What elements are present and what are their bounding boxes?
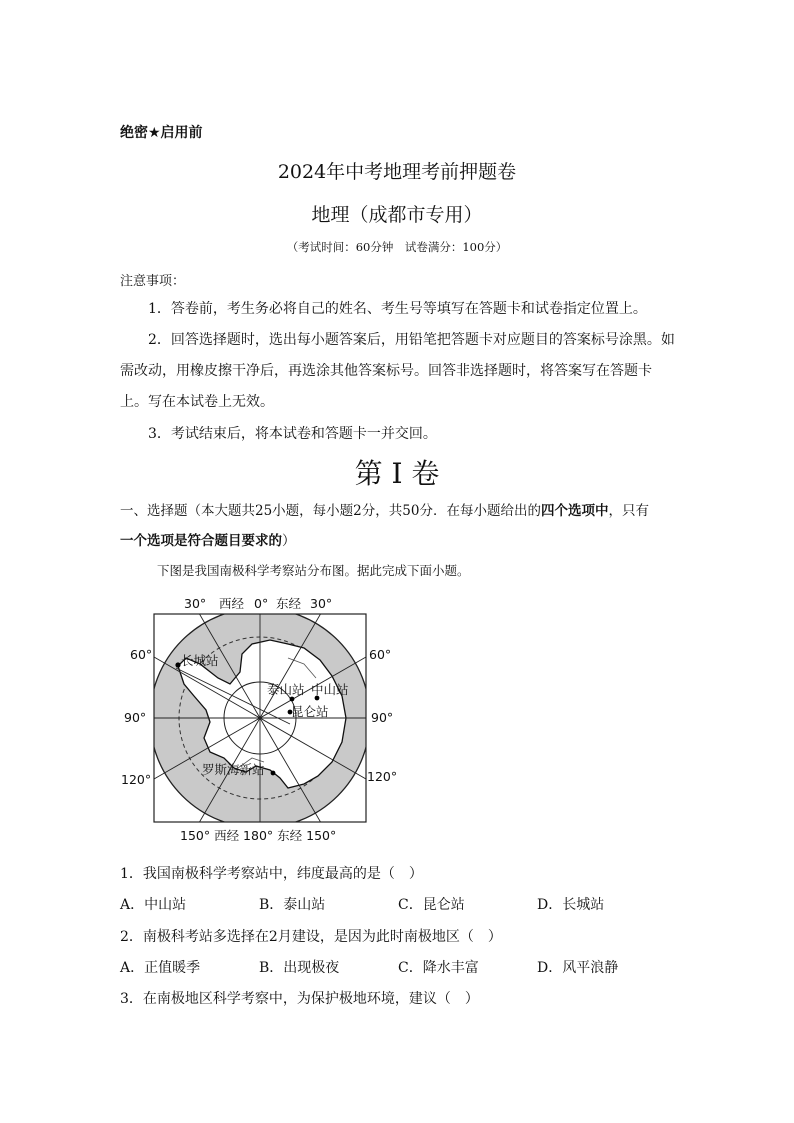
figure-intro: 下图是我国南极科学考察站分布图。据此完成下面小题。 bbox=[157, 563, 470, 578]
station-kunlun: 昆仑站 bbox=[291, 704, 329, 719]
antarctic-station-map bbox=[118, 592, 418, 848]
station-dot-taishan bbox=[290, 697, 295, 702]
q1-option-c: C．昆仑站 bbox=[398, 897, 465, 913]
confidential-label: 绝密★启用前 bbox=[120, 125, 203, 141]
label-left-90: 90° bbox=[124, 710, 147, 725]
notice-item-3: 3．考试结束后，将本试卷和答题卡一并交回。 bbox=[148, 426, 437, 442]
section-desc-c: ，只有 bbox=[608, 503, 649, 519]
label-top-30e: 30° bbox=[310, 596, 333, 611]
label-top-east: 东经 bbox=[276, 596, 302, 611]
q2-option-d: D．风平浪静 bbox=[537, 960, 619, 976]
q1-option-a: A．中山站 bbox=[120, 897, 187, 913]
label-left-60: 60° bbox=[130, 647, 153, 662]
notice-heading: 注意事项： bbox=[120, 274, 186, 289]
station-taishan: 泰山站 bbox=[267, 682, 305, 697]
label-right-120: 120° bbox=[367, 769, 398, 784]
section-number: 一、选择题 bbox=[120, 503, 188, 519]
exam-title: 2024年中考地理考前押题卷 bbox=[277, 161, 517, 183]
q2-option-a: A．正值暖季 bbox=[120, 960, 201, 976]
notice-item-2: 2．回答选择题时，选出每小题答案后，用铅笔把答题卡对应题目的答案标号涂黑。如需改动，用橡皮擦干净后，再选涂其他答案标号。回答非选择题时，将答案写在答题卡上。写在本试卷上无效。 bbox=[120, 332, 675, 410]
label-right-90: 90° bbox=[371, 710, 394, 725]
question-3: 3．在南极地区科学考察中，为保护极地环境，建议（ ） bbox=[120, 991, 479, 1007]
q2-option-c: C．降水丰富 bbox=[398, 960, 479, 976]
section-desc-e: ） bbox=[282, 533, 296, 549]
station-dot-changcheng bbox=[175, 662, 180, 667]
label-top-west: 西经 bbox=[219, 596, 245, 611]
section-desc-d: 一个选项是符合题目要求的 bbox=[120, 533, 282, 549]
q2-option-b: B．出现极夜 bbox=[259, 960, 340, 976]
exam-info: （考试时间：60分钟 试卷满分：100分） bbox=[286, 240, 508, 254]
section-desc-a: （本大题共25小题，每小题2分，共50分．在每小题给出的 bbox=[187, 503, 541, 519]
question-1: 1．我国南极科学考察站中，纬度最高的是（ ） bbox=[120, 866, 423, 882]
station-changcheng: 长城站 bbox=[181, 653, 219, 668]
notice-item-1: 1．答卷前，考生务必将自己的姓名、考生号等填写在答题卡和试卷指定位置上。 bbox=[148, 301, 647, 317]
volume-heading: 第 I 卷 bbox=[354, 457, 440, 490]
label-right-60: 60° bbox=[369, 647, 392, 662]
section-desc-b: 四个选项中 bbox=[540, 503, 609, 519]
label-top-zero: 0° bbox=[254, 596, 269, 611]
q1-option-b: B．泰山站 bbox=[259, 897, 326, 913]
section-heading bbox=[120, 496, 680, 556]
exam-subject: 地理（成都市专用） bbox=[311, 204, 483, 226]
station-zhongshan: 中山站 bbox=[311, 682, 349, 697]
station-luosihai: 罗斯海新站 bbox=[202, 762, 265, 777]
label-left-120: 120° bbox=[121, 772, 152, 787]
q1-option-d: D．长城站 bbox=[537, 897, 605, 913]
station-dot-luosihai bbox=[271, 771, 276, 776]
label-top-30w: 30° bbox=[184, 596, 207, 611]
label-bottom: 150° 西经 180° 东经 150° bbox=[180, 828, 337, 843]
question-2: 2．南极科考站多选择在2月建设，是因为此时南极地区（ ） bbox=[120, 929, 502, 945]
